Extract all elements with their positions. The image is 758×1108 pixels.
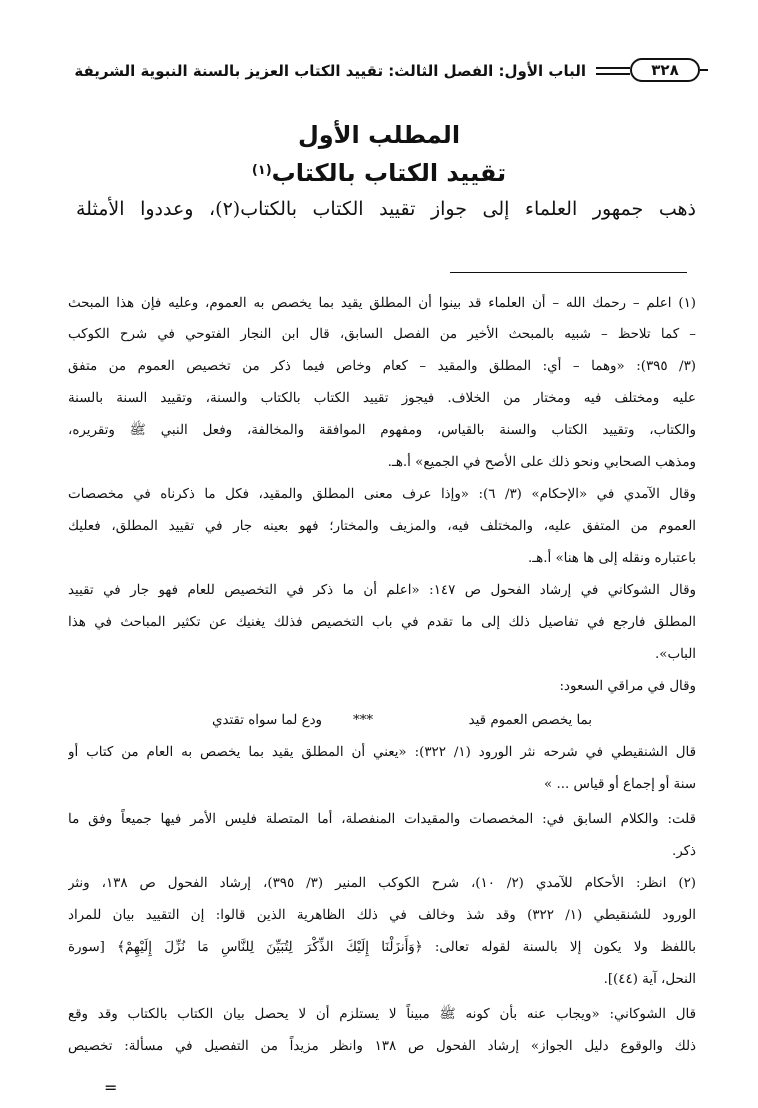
footnote-line: – كما تلاحظ – شبيه بالمبحث الأخير من الفصل السابق، قال ابن النجار الفتوحي في شرح الكوكب bbox=[68, 327, 696, 342]
footnote-line: عليه ومختلف فيه ومختار من الخلاف. فيجوز تقييد الكتاب بالكتاب والسنة، وتقييد السنة بالسنة bbox=[68, 391, 696, 406]
footnote-line: سنة أو إجماع أو قياس ... » bbox=[544, 777, 696, 792]
footnote-line: الورود للشنقيطي (١/ ٣٢٢) وقد شذ وخالف في ذلك الظاهرية الذين قالوا: إن التقييد بيان للمراد bbox=[68, 908, 696, 923]
footnote-line: والكتاب، وتقييد الكتاب والسنة بالقياس، ومفهوم الموافقة والمخالفة، وفعل النبي ﷺ وتقريره، bbox=[68, 423, 696, 438]
poem-first-hemistich: بما يخصص العموم قيد bbox=[468, 713, 592, 728]
footnote-line: النحل، آية (٤٤)]. bbox=[603, 972, 696, 987]
footnote-line: (٢) انظر: الأحكام للآمدي (٢/ ١٠)، شرح الكوكب المنير (٣/ ٣٩٥)، إرشاد الفحول ص ١٣٨، ونثر bbox=[68, 876, 696, 891]
subheading-text: تقييد الكتاب بالكتاب bbox=[271, 159, 507, 187]
body-line-1: ذهب جمهور العلماء إلى جواز تقييد الكتاب بالكتاب(٢)، وعددوا الأمثلة bbox=[76, 198, 696, 220]
poem-separator: *** bbox=[353, 713, 374, 728]
footnote-line: باعتباره ونقله إلى ها هنا» أ.هـ. bbox=[528, 551, 696, 566]
header-rule-short bbox=[596, 67, 630, 69]
footnote-line: ذلك والوقوع دليل الجواز» إرشاد الفحول ص ١٣٨ وانظر مزيداً من التفصيل في مسألة: تخصيص bbox=[68, 1039, 696, 1054]
footnote-line: قلت: والكلام السابق في: المخصصات والمقيدات المنفصلة، أما المتصلة فليس الأمر فيها جميعاً وفق ما bbox=[68, 812, 696, 827]
section-heading: المطلب الأول bbox=[297, 121, 461, 149]
footnote-line: ومذهب الصحابي ونحو ذلك على الأصح في الجميع» أ.هـ. bbox=[387, 455, 696, 470]
footnote-line: وقال في مراقي السعود: bbox=[559, 679, 696, 694]
footnote-line: قال الشوكاني: «ويجاب عنه بأن كونه ﷺ مبيناً لا يستلزم أن لا يحصل بيان الكتاب بالكتاب وقد وقع bbox=[68, 1007, 696, 1022]
footnote-line: المطلق فارجع في تفاصيل ذلك إلى ما تقدم في باب التخصيص فذلك يغنيك عن تكثير المباحث في هذا bbox=[68, 615, 696, 630]
footnote-line: الباب». bbox=[655, 647, 696, 662]
footnote-line: ذكر. bbox=[672, 844, 696, 859]
footnote-line: قال الشنقيطي في شرحه نثر الورود (١/ ٣٢٢): «يعني أن المطلق يقيد بما يخصص به العام من كتاب أو bbox=[68, 745, 696, 760]
footnote-line: وقال الشوكاني في إرشاد الفحول ص ١٤٧: «اعلم أن ما ذكر في التخصيص للعام فهو جار في تقييد bbox=[68, 583, 696, 598]
running-header-title: الباب الأول: الفصل الثالث: تقييد الكتاب العزيز بالسنة النبوية الشريفة bbox=[74, 62, 586, 80]
poem-second-hemistich: ودع لما سواه تقتدي bbox=[211, 713, 322, 728]
page-number: ٣٢٨ bbox=[630, 58, 700, 82]
footnote-line: (٣/ ٣٩٥): «وهما – أي: المطلق والمقيد – كعام وخاص فيما ذكر من تخصيص العموم من متفق bbox=[68, 359, 696, 374]
footnote-line: العموم من المتفق عليه، والمختلف فيه، والمزيف والمختار؛ فهو بعينه جار في تقييد المطلق، فعليك bbox=[68, 519, 696, 534]
footnote-line: باللفظ ولا يكون إلا بالسنة لقوله تعالى: ﴿وَأَنزَلْنَا إِلَيْكَ الذِّكْرَ لِتُبَيِّنَ لِلنَّاسِ مَا نُزِّلَ إِلَيْهِمْ﴾ [سورة bbox=[68, 940, 696, 955]
header-rule-short-2 bbox=[596, 73, 630, 75]
continuation-mark: = bbox=[104, 1078, 118, 1097]
section-subheading bbox=[0, 156, 758, 190]
subheading-footnote-ref: (١) bbox=[251, 163, 272, 178]
footnote-separator bbox=[450, 272, 687, 273]
header-rule-right bbox=[700, 69, 708, 71]
footnote-line: وقال الآمدي في «الإحكام» (٣/ ٦): «وإذا عرف معنى المطلق والمقيد، فكل ما ذكرناه في مخصصات bbox=[68, 487, 696, 502]
footnote-line: (١) اعلم – رحمك الله – أن العلماء قد بينوا أن المطلق يقيد بما يخصص به العموم، وعليه فإن هذا المبحث bbox=[68, 296, 696, 311]
